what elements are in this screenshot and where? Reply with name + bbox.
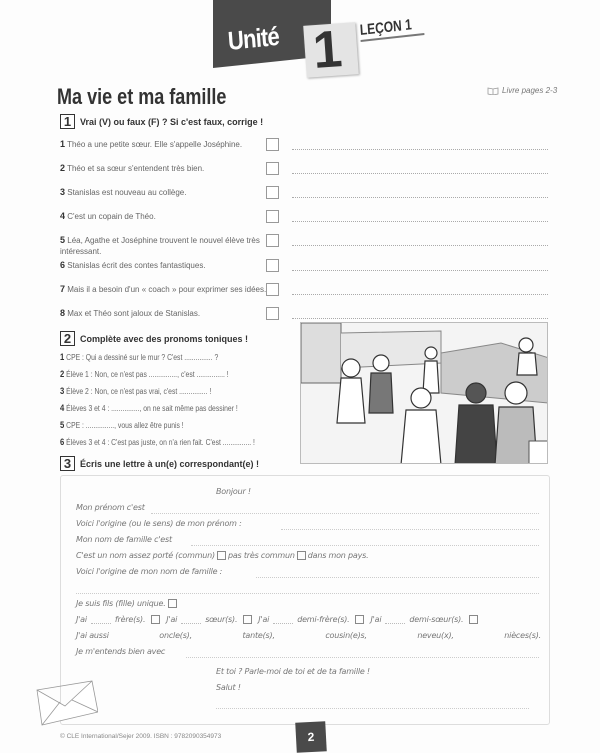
letter-line: Je m'entends bien avec bbox=[76, 647, 166, 656]
item-number: 1 bbox=[60, 352, 65, 362]
answer-line[interactable] bbox=[186, 657, 539, 658]
letter-common-line bbox=[76, 550, 368, 561]
common-label: C'est un nom assez porté (commun) bbox=[76, 551, 215, 560]
correction-line[interactable] bbox=[292, 245, 548, 246]
label: J'ai bbox=[258, 615, 270, 624]
only-child-line bbox=[76, 598, 179, 609]
checkbox[interactable] bbox=[469, 615, 478, 624]
item-number: 2 bbox=[60, 369, 65, 379]
item-text: Max et Théo sont jaloux de Stanislas. bbox=[67, 309, 201, 318]
correction-line[interactable] bbox=[292, 318, 548, 319]
item-text: Élèves 3 et 4 : C'est pas juste, on n'a rien fait. C'est ............... ! bbox=[66, 438, 255, 447]
true-false-item bbox=[60, 235, 270, 257]
label: demi-sœur(s). bbox=[409, 615, 464, 624]
checkbox[interactable] bbox=[168, 599, 177, 608]
label: tante(s), bbox=[242, 631, 275, 640]
letter-closing: Et toi ? Parle-moi de toi et de ta famille ! bbox=[216, 667, 370, 676]
correction-line[interactable] bbox=[292, 173, 548, 174]
fill-in-item[interactable] bbox=[60, 369, 229, 380]
answer-line[interactable] bbox=[281, 529, 539, 530]
fill-in-item[interactable] bbox=[60, 386, 211, 397]
exercise-1-heading bbox=[60, 114, 263, 129]
lesson-label: LEÇON 1 bbox=[359, 15, 424, 42]
letter-line: Voici l'origine de mon nom de famille : bbox=[76, 567, 223, 576]
letter-box[interactable] bbox=[60, 475, 550, 725]
checkbox[interactable] bbox=[355, 615, 364, 624]
item-number: 4 bbox=[60, 211, 66, 221]
envelope-icon bbox=[32, 680, 98, 730]
item-number: 6 bbox=[60, 437, 65, 447]
exercise-number: 1 bbox=[60, 114, 75, 129]
fill-in-item[interactable] bbox=[60, 420, 184, 431]
item-text: Élève 2 : Non, ce n'est pas vrai, c'est ............... ! bbox=[66, 387, 212, 396]
item-number: 5 bbox=[60, 235, 66, 245]
label: J'ai bbox=[76, 615, 87, 624]
letter-bye: Salut ! bbox=[216, 683, 241, 692]
exercise-2-heading bbox=[60, 331, 248, 346]
correction-line[interactable] bbox=[292, 294, 548, 295]
label: frère(s). bbox=[114, 615, 146, 624]
exercise-number: 3 bbox=[60, 456, 75, 471]
item-number: 2 bbox=[60, 163, 66, 173]
item-text: Stanislas est nouveau au collège. bbox=[67, 188, 187, 197]
item-number: 6 bbox=[60, 260, 66, 270]
label: nièces(s). bbox=[504, 631, 541, 640]
book-ref-text: Livre pages 2-3 bbox=[502, 86, 558, 95]
correction-line[interactable] bbox=[292, 270, 548, 271]
exercise-number: 2 bbox=[60, 331, 75, 346]
exercise-instruction: Vrai (V) ou faux (F) ? Si c'est faux, corrige ! bbox=[80, 116, 264, 127]
unit-number: 1 bbox=[311, 20, 344, 80]
label: J'ai bbox=[166, 615, 178, 624]
answer-checkbox[interactable] bbox=[266, 283, 279, 296]
item-text: Stanislas écrit des contes fantastiques. bbox=[67, 261, 206, 270]
answer-checkbox[interactable] bbox=[266, 162, 279, 175]
checkbox[interactable] bbox=[151, 615, 160, 624]
true-false-item bbox=[60, 211, 270, 222]
label: cousin(e)s, bbox=[325, 631, 367, 640]
item-number: 1 bbox=[60, 139, 66, 149]
answer-line[interactable] bbox=[191, 545, 539, 546]
label: neveu(x), bbox=[417, 631, 454, 640]
letter-line: Voici l'origine (ou le sens) de mon prénom : bbox=[76, 519, 242, 528]
fill-in-item[interactable] bbox=[60, 403, 238, 414]
true-false-item bbox=[60, 163, 270, 174]
answer-checkbox[interactable] bbox=[266, 234, 279, 247]
label: oncle(s), bbox=[159, 631, 192, 640]
checkbox[interactable] bbox=[217, 551, 226, 560]
item-number: 3 bbox=[60, 386, 65, 396]
fill-in-item[interactable] bbox=[60, 437, 255, 448]
answer-line[interactable] bbox=[151, 513, 539, 514]
letter-line: Mon nom de famille c'est bbox=[76, 535, 172, 544]
label: J'ai aussi bbox=[76, 631, 109, 640]
item-number: 7 bbox=[60, 284, 66, 294]
correction-line[interactable] bbox=[292, 221, 548, 222]
item-text: Léa, Agathe et Joséphine trouvent le nouvel élève très intéressant. bbox=[60, 236, 260, 256]
answer-checkbox[interactable] bbox=[266, 259, 279, 272]
book-icon bbox=[487, 86, 499, 95]
relatives-line bbox=[76, 630, 541, 641]
label: J'ai bbox=[370, 615, 382, 624]
answer-checkbox[interactable] bbox=[266, 210, 279, 223]
item-text: Élève 1 : Non, ce n'est pas ..............., c'est ............... ! bbox=[66, 370, 229, 379]
item-number: 3 bbox=[60, 187, 66, 197]
answer-checkbox[interactable] bbox=[266, 307, 279, 320]
label: sœur(s). bbox=[205, 615, 238, 624]
item-text: Théo et sa sœur s'entendent très bien. bbox=[67, 164, 205, 173]
checkbox[interactable] bbox=[243, 615, 252, 624]
students-drawing-icon bbox=[301, 323, 548, 464]
letter-greeting: Bonjour ! bbox=[216, 487, 251, 496]
item-text: Théo a une petite sœur. Elle s'appelle Joséphine. bbox=[67, 140, 243, 149]
item-number: 4 bbox=[60, 403, 65, 413]
letter-line: Mon prénom c'est bbox=[76, 503, 145, 512]
exercise-instruction: Écris une lettre à un(e) correspondant(e) ! bbox=[80, 458, 260, 469]
answer-line[interactable] bbox=[216, 708, 529, 709]
item-text: CPE : ..............., vous allez être punis ! bbox=[66, 421, 184, 430]
item-text: C'est un copain de Théo. bbox=[67, 212, 156, 221]
label: demi-frère(s). bbox=[297, 615, 350, 624]
page-title: Ma vie et ma famille bbox=[57, 84, 227, 109]
correction-line[interactable] bbox=[292, 149, 548, 150]
answer-line[interactable] bbox=[76, 593, 539, 594]
only-child-label: Je suis fils (fille) unique. bbox=[76, 599, 166, 608]
item-number: 8 bbox=[60, 308, 66, 318]
page-number: 2 bbox=[295, 721, 327, 753]
answer-checkbox[interactable] bbox=[266, 186, 279, 199]
item-number: 5 bbox=[60, 420, 65, 430]
item-text: Mais il a besoin d'un « coach » pour exprimer ses idées. bbox=[67, 285, 267, 294]
true-false-item bbox=[60, 187, 270, 198]
not-common-label: pas très commun bbox=[227, 551, 295, 560]
true-false-item bbox=[60, 260, 270, 271]
true-false-item bbox=[60, 284, 270, 295]
unit-label: Unité bbox=[226, 20, 280, 56]
country-label: dans mon pays. bbox=[307, 551, 369, 560]
true-false-item bbox=[60, 308, 270, 319]
classroom-illustration bbox=[300, 322, 548, 464]
item-text: CPE : Qui a dessiné sur le mur ? C'est ............... ? bbox=[66, 353, 219, 362]
true-false-item bbox=[60, 139, 270, 150]
fill-in-item[interactable] bbox=[60, 352, 218, 363]
book-reference bbox=[487, 86, 557, 95]
checkbox[interactable] bbox=[297, 551, 306, 560]
item-text: Élèves 3 et 4 : ..............., on ne sait même pas dessiner ! bbox=[66, 404, 238, 413]
siblings-line bbox=[76, 614, 480, 625]
answer-line[interactable] bbox=[256, 577, 539, 578]
correction-line[interactable] bbox=[292, 197, 548, 198]
answer-checkbox[interactable] bbox=[266, 138, 279, 151]
copyright: © CLE International/Sejer 2009. ISBN : 9782090354973 bbox=[60, 733, 222, 740]
exercise-instruction: Complète avec des pronoms toniques ! bbox=[80, 333, 249, 344]
exercise-3-heading bbox=[60, 456, 259, 471]
